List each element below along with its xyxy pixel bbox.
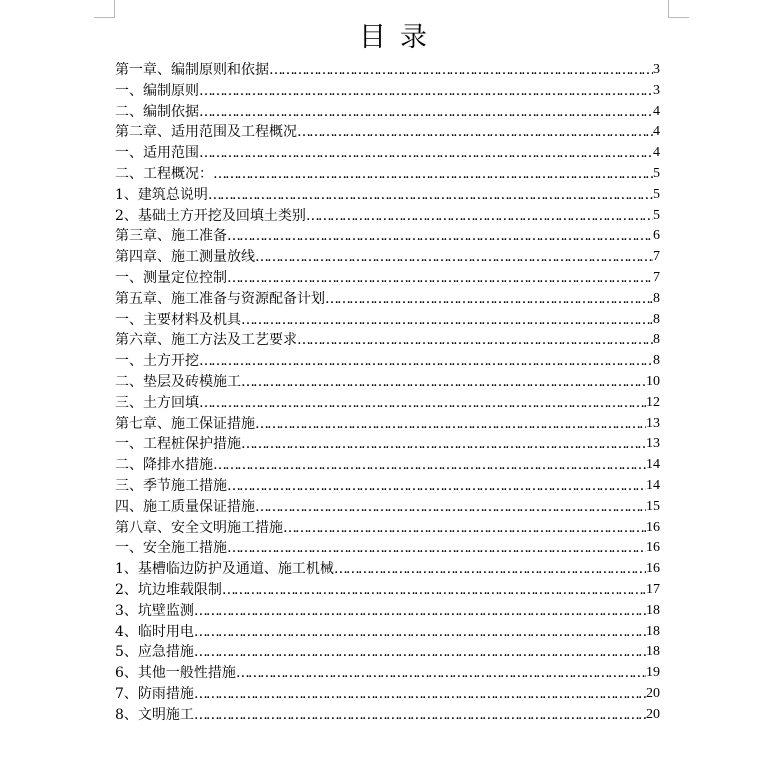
toc-entry[interactable] [115, 164, 660, 185]
toc-entry[interactable] [115, 455, 660, 476]
toc-entry-title: 三、季节施工措施 [115, 477, 227, 494]
toc-entry-page-number: 6 [653, 228, 660, 244]
toc-entry-page-number: 16 [646, 519, 660, 535]
toc-dot-leader [269, 60, 653, 81]
toc-dot-leader [241, 372, 646, 393]
crop-mark-top-right-horizontal [669, 17, 689, 18]
toc-entry-page-number: 8 [653, 353, 660, 369]
toc-entry-title: 一、测量定位控制 [115, 269, 227, 286]
toc-entry-page-number: 8 [653, 290, 660, 306]
toc-entry-title: 5、应急措施 [115, 644, 194, 661]
toc-entry-title: 第四章、施工测量放线 [115, 249, 255, 266]
toc-entry-page-number: 3 [653, 62, 660, 77]
toc-entry-title: 7、防雨措施 [115, 685, 194, 702]
toc-entry-page-number: 10 [646, 373, 660, 389]
toc-entry-title: 第二章、适用范围及工程概况 [115, 124, 297, 141]
toc-dot-leader [236, 663, 646, 684]
toc-entry[interactable] [115, 60, 660, 81]
toc-entry-page-number: 8 [653, 332, 660, 348]
toc-entry-page-number: 8 [653, 311, 660, 327]
toc-dot-leader [255, 497, 646, 518]
toc-entry-page-number: 14 [646, 477, 660, 493]
toc-entry-title: 三、土方回填 [115, 394, 199, 411]
toc-entry[interactable] [115, 330, 660, 351]
toc-entry-title: 2、基础土方开挖及回填土类别 [115, 207, 306, 224]
crop-mark-top-left-vertical [114, 0, 115, 18]
toc-entry-page-number: 12 [646, 394, 660, 410]
toc-entry[interactable] [115, 247, 660, 268]
toc-entry-title: 第七章、施工保证措施 [115, 415, 255, 432]
toc-entry-page-number: 18 [646, 644, 660, 660]
toc-entry-page-number: 13 [646, 415, 660, 431]
toc-entry[interactable] [115, 705, 660, 726]
toc-entry-title: 一、主要材料及机具 [115, 311, 241, 328]
toc-entry-page-number: 16 [646, 540, 660, 556]
toc-entry-page-number: 18 [646, 602, 660, 618]
toc-entry-title: 二、编制依据 [115, 103, 199, 120]
toc-dot-leader [194, 642, 646, 663]
toc-entry-title: 8、文明施工 [115, 706, 194, 723]
toc-entry-title: 4、临时用电 [115, 623, 194, 640]
toc-entry[interactable] [115, 559, 660, 580]
toc-dot-leader [325, 289, 653, 310]
toc-dot-leader [208, 185, 653, 206]
toc-dot-leader [334, 559, 646, 580]
toc-dot-leader [199, 81, 653, 102]
toc-entry-page-number: 5 [653, 165, 660, 181]
toc-entry-page-number: 7 [653, 249, 660, 265]
toc-entry-title: 6、其他一般性措施 [115, 665, 236, 682]
toc-entry-page-number: 5 [653, 186, 660, 202]
toc-dot-leader [194, 705, 646, 726]
toc-entry[interactable] [115, 310, 660, 331]
toc-entry[interactable] [115, 226, 660, 247]
toc-dot-leader [297, 122, 653, 143]
toc-entry[interactable] [115, 538, 660, 559]
toc-entry[interactable] [115, 642, 660, 663]
toc-entry-page-number: 19 [646, 665, 660, 681]
toc-dot-leader [227, 268, 653, 289]
toc-entry[interactable] [115, 372, 660, 393]
toc-entry[interactable] [115, 393, 660, 414]
toc-entry-title: 二、垫层及砖模施工 [115, 373, 241, 390]
toc-dot-leader [199, 351, 653, 372]
toc-entry[interactable] [115, 289, 660, 310]
toc-entry-title: 第六章、施工方法及工艺要求 [115, 332, 297, 349]
toc-entry-title: 1、建筑总说明 [115, 186, 208, 203]
toc-entry[interactable] [115, 351, 660, 372]
toc-entry-page-number: 20 [646, 706, 660, 722]
crop-mark-top-left-horizontal [94, 17, 114, 18]
toc-entry[interactable] [115, 185, 660, 206]
toc-dot-leader [283, 518, 646, 539]
toc-entry[interactable] [115, 663, 660, 684]
toc-entry-page-number: 4 [653, 103, 660, 119]
toc-entry-title: 第八章、安全文明施工措施 [115, 519, 283, 536]
toc-dot-leader [194, 684, 646, 705]
toc-entry-title: 一、土方开挖 [115, 353, 199, 370]
toc-dot-leader [227, 476, 646, 497]
table-of-contents [115, 60, 660, 726]
toc-entry-page-number: 7 [653, 269, 660, 285]
toc-entry-title: 第五章、施工准备与资源配备计划 [115, 290, 325, 307]
toc-dot-leader [241, 434, 646, 455]
toc-entry-page-number: 16 [646, 561, 660, 577]
toc-entry[interactable] [115, 518, 660, 539]
toc-entry[interactable] [115, 434, 660, 455]
toc-entry-title: 2、坑边堆载限制 [115, 581, 222, 598]
toc-entry[interactable] [115, 102, 660, 123]
toc-dot-leader [297, 330, 653, 351]
toc-entry-title: 第三章、施工准备 [115, 228, 227, 245]
toc-dot-leader [194, 601, 646, 622]
toc-entry-page-number: 14 [646, 457, 660, 473]
toc-entry-page-number: 13 [646, 436, 660, 452]
toc-entry-title: 一、安全施工措施 [115, 540, 227, 557]
toc-dot-leader [194, 622, 646, 643]
toc-entry-title: 四、施工质量保证措施 [115, 498, 255, 515]
toc-entry[interactable] [115, 268, 660, 289]
toc-entry-page-number: 17 [646, 581, 660, 597]
toc-dot-leader [227, 226, 653, 247]
toc-entry[interactable] [115, 206, 660, 227]
toc-entry[interactable] [115, 122, 660, 143]
toc-dot-leader [213, 455, 646, 476]
toc-entry-title: 3、坑壁监测 [115, 602, 194, 619]
toc-dot-leader [241, 310, 653, 331]
toc-dot-leader [306, 206, 653, 227]
toc-entry-title: 第一章、编制原则和依据 [115, 62, 269, 78]
toc-entry-title: 一、适用范围 [115, 145, 199, 162]
toc-entry-title: 一、工程桩保护措施 [115, 436, 241, 453]
toc-entry[interactable] [115, 580, 660, 601]
toc-entry[interactable] [115, 143, 660, 164]
toc-dot-leader [222, 580, 646, 601]
toc-entry-title: 一、编制原则 [115, 82, 199, 99]
page-title: 目录 [359, 22, 441, 53]
toc-dot-leader [255, 247, 653, 268]
toc-dot-leader [199, 102, 653, 123]
toc-dot-leader [199, 393, 646, 414]
toc-entry[interactable] [115, 622, 660, 643]
toc-entry-page-number: 3 [653, 82, 660, 98]
toc-dot-leader [255, 414, 646, 435]
toc-entry-title: 二、降排水措施 [115, 457, 213, 474]
toc-entry[interactable] [115, 601, 660, 622]
toc-entry[interactable] [115, 476, 660, 497]
toc-entry[interactable] [115, 684, 660, 705]
toc-entry[interactable] [115, 81, 660, 102]
toc-entry[interactable] [115, 497, 660, 518]
toc-entry[interactable] [115, 414, 660, 435]
crop-mark-top-right-vertical [668, 0, 669, 18]
toc-dot-leader [213, 164, 653, 185]
toc-dot-leader [227, 538, 646, 559]
toc-dot-leader [199, 143, 653, 164]
toc-entry-page-number: 4 [653, 124, 660, 140]
toc-entry-title: 二、工程概况： [115, 165, 213, 182]
toc-entry-page-number: 5 [653, 207, 660, 223]
toc-entry-title: 1、基槽临边防护及通道、施工机械 [115, 561, 334, 578]
toc-entry-page-number: 20 [646, 685, 660, 701]
toc-entry-page-number: 18 [646, 623, 660, 639]
toc-entry-page-number: 4 [653, 145, 660, 161]
toc-entry-page-number: 15 [646, 498, 660, 514]
